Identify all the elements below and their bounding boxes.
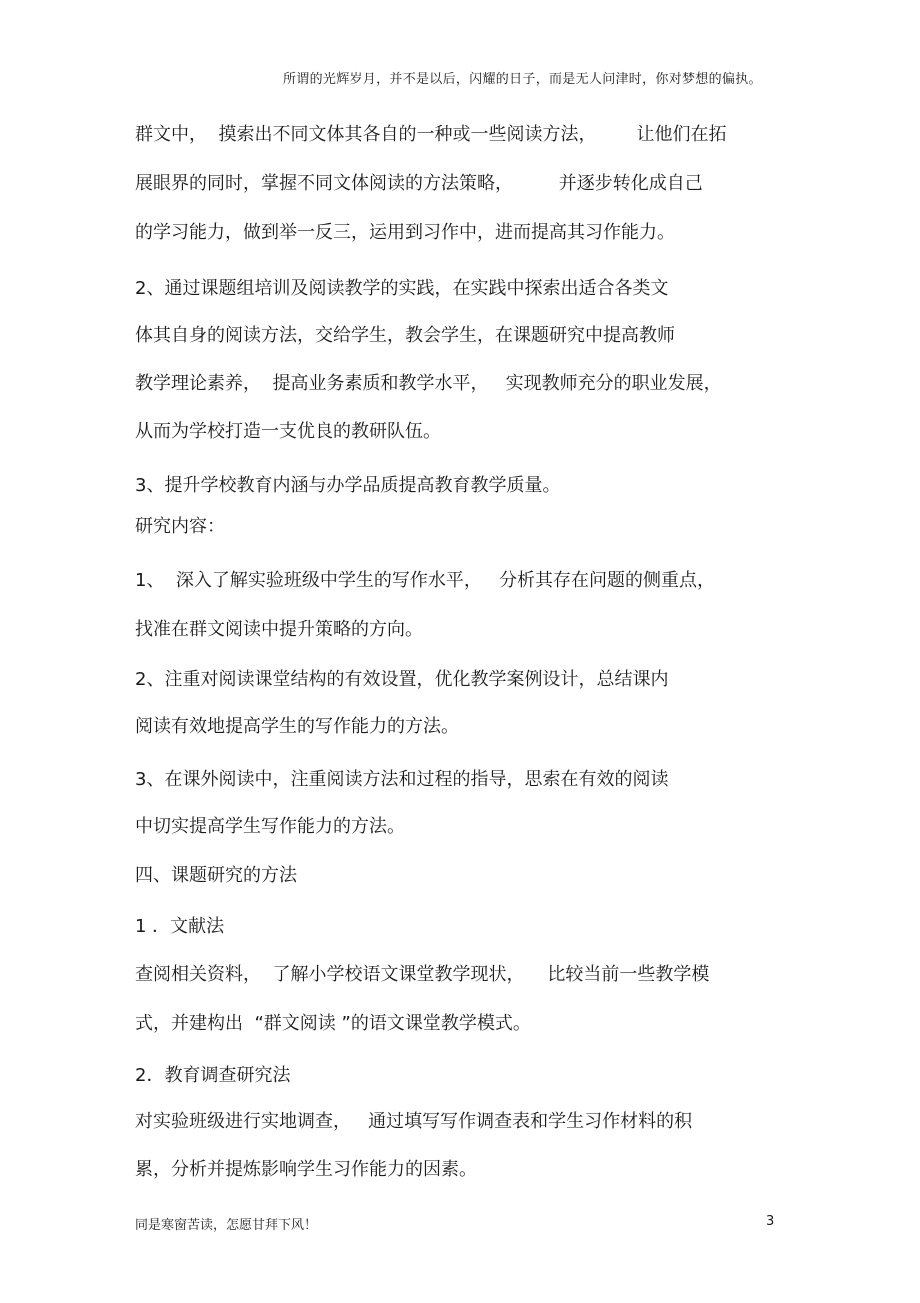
- body-line-13: 阅读有效地提高学生的写作能力的方法。: [135, 716, 459, 737]
- method-heading-survey: 2．教育调查研究法: [135, 1065, 291, 1086]
- section-heading-methods: 四、课题研究的方法: [135, 865, 297, 886]
- header-motto: 所谓的光辉岁月，并不是以后，闪耀的日子，而是无人问津时，你对梦想的偏执。: [283, 72, 762, 87]
- body-line-1: 群文中， 摸索出不同文体其各自的一种或一些阅读方法， 让他们在拓: [135, 124, 727, 145]
- body-line-6: 教学理论素养， 提高业务素质和教学水平， 实现教师充分的职业发展，: [135, 373, 722, 394]
- method-heading-literature: 1 ．文献法: [135, 916, 225, 937]
- body-line-22: 累，分析并提炼影响学生习作能力的因素。: [135, 1159, 477, 1180]
- body-line-14: 3、在课外阅读中，注重阅读方法和过程的指导，思索在有效的阅读: [135, 769, 669, 790]
- body-line-15: 中切实提高学生写作能力的方法。: [135, 816, 405, 837]
- body-line-4: 2、通过课题组培训及阅读教学的实践，在实践中探索出适合各类文: [135, 278, 669, 299]
- body-line-12: 2、注重对阅读课堂结构的有效设置，优化教学案例设计，总结课内: [135, 669, 669, 690]
- body-line-18: 查阅相关资料， 了解小学校语文课堂教学现状， 比较当前一些教学模: [135, 964, 710, 985]
- body-line-21: 对实验班级进行实地调查， 通过填写写作调查表和学生习作材料的积: [135, 1111, 693, 1132]
- body-line-7: 从而为学校打造一支优良的教研队伍。: [135, 421, 441, 442]
- body-line-2: 展眼界的同时，掌握不同文体阅读的方法策略， 并逐步转化成自己: [135, 173, 703, 194]
- body-line-8: 3、提升学校教育内涵与办学品质提高教育教学质量。: [135, 475, 561, 496]
- body-line-5: 体其自身的阅读方法，交给学生，教会学生，在课题研究中提高教师: [135, 325, 675, 346]
- section-heading-research-content: 研究内容：: [135, 516, 225, 537]
- body-line-10: 1、 深入了解实验班级中学生的写作水平， 分析其存在问题的侧重点，: [135, 570, 716, 591]
- body-line-11: 找准在群文阅读中提升策略的方向。: [135, 619, 423, 640]
- body-line-19: 式，并建构出 “群文阅读 ”的语文课堂教学模式。: [135, 1013, 531, 1034]
- footer-motto: 同是寒窗苦读，怎愿甘拜下风！: [135, 1218, 318, 1233]
- page-number: 3: [766, 1214, 775, 1229]
- body-line-3: 的学习能力，做到举一反三，运用到习作中，进而提高其习作能力。: [135, 222, 675, 243]
